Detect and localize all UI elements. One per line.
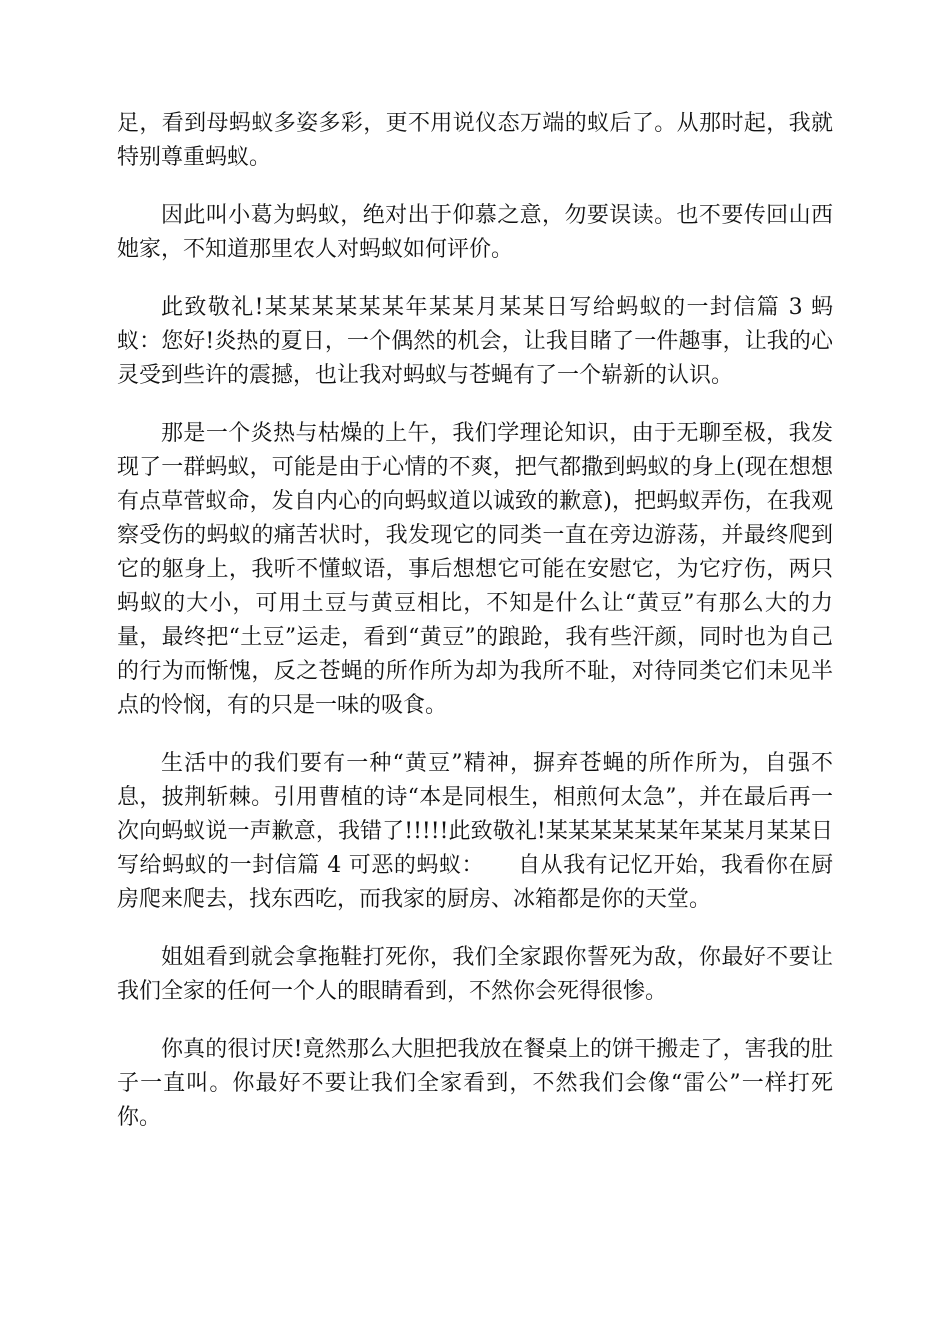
paragraph-1: 足，看到母蚂蚁多姿多彩，更不用说仪态万端的蚁后了。从那时起，我就特别尊重蚂蚁。 (117, 111, 833, 170)
paragraph-2: 因此叫小葛为蚂蚁，绝对出于仰慕之意，勿要误读。也不要传回山西她家，不知道那里农人对蚂蚁如何评价。 (117, 203, 833, 262)
paragraph-3: 此致敬礼!某某某某某某年某某月某某日写给蚂蚁的一封信篇 3 蚂蚁：您好!炎热的夏日，一个偶然的机会，让我目睹了一件趣事，让我的心灵受到些许的震撼，也让我对蚂蚁与苍蝇有了一个崭新的认识。 (117, 295, 833, 388)
paragraph-7: 你真的很讨厌!竟然那么大胆把我放在餐桌上的饼干搬走了，害我的肚子一直叫。你最好不要让我们全家看到，不然我们会像“雷公”一样打死你。 (117, 1037, 833, 1130)
paragraph-5: 生活中的我们要有一种“黄豆”精神，摒弃苍蝇的所作所为，自强不息，披荆斩棘。引用曹植的诗“本是同根生，相煎何太急”，并在最后再一次向蚂蚁说一声歉意，我错了!!!!!此致敬礼!某某某某某某年某某月某某日写给蚂蚁的一封信篇 4 可恶的蚂蚁： 自从我有记忆开始，我看你在厨房爬来爬去，找东西吃，而我家的厨房、冰箱都是你的天堂。 (117, 751, 833, 912)
paragraph-6: 姐姐看到就会拿拖鞋打死你，我们全家跟你誓死为敌，你最好不要让我们全家的任何一个人的眼睛看到，不然你会死得很惨。 (117, 945, 833, 1004)
paragraph-4: 那是一个炎热与枯燥的上午，我们学理论知识，由于无聊至极，我发现了一群蚂蚁，可能是由于心情的不爽，把气都撒到蚂蚁的身上(现在想想有点草菅蚁命，发自内心的向蚂蚁道以诚致的歉意)，把蚂蚁弄伤，在我观察受伤的蚂蚁的痛苦状时，我发现它的同类一直在旁边游荡，并最终爬到它的躯身上，我听不懂蚁语，事后想想它可能在安慰它，为它疗伤，两只蚂蚁的大小，可用土豆与黄豆相比，不知是什么让“黄豆”有那么大的力量，最终把“土豆”运走，看到“黄豆”的踉跄，我有些汗颜，同时也为自己的行为而惭愧，反之苍蝇的所作所为却为我所不耻，对待同类它们未见半点的怜悯，有的只是一味的吸食。 (117, 421, 833, 718)
document-body (117, 107, 833, 1159)
